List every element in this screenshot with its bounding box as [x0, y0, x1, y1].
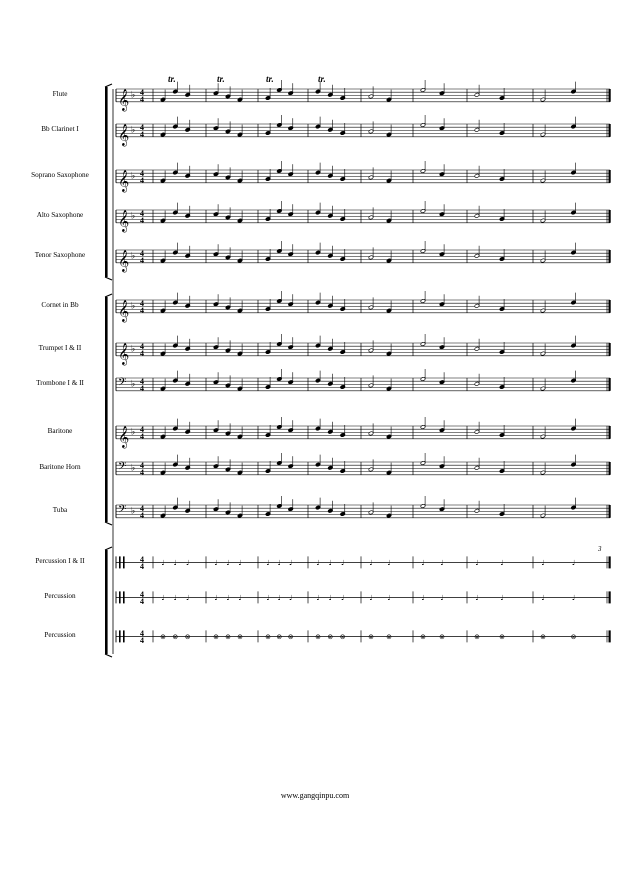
treble-clef: 𝄞 — [118, 88, 130, 111]
time-signature-bottom: 4 — [140, 561, 144, 571]
bass-clef: 𝄢 — [118, 376, 127, 392]
percussion-note: ⊗ — [287, 632, 294, 641]
percussion-note: ⊗ — [315, 632, 321, 641]
staff — [116, 88, 611, 112]
final-barline — [609, 170, 611, 183]
key-flat: ♭ — [131, 171, 136, 182]
percussion-note: ♩ — [316, 558, 320, 567]
final-barline — [609, 300, 611, 313]
percussion-note: ⊗ — [420, 632, 426, 641]
percussion-note: ♩ — [571, 558, 576, 567]
footer-url[interactable]: www.gangqinpu.com — [280, 791, 350, 800]
bracket-hook — [105, 294, 112, 297]
staff — [116, 377, 611, 393]
staff — [116, 342, 611, 366]
staff — [116, 123, 611, 147]
trill-mark: tr. — [266, 74, 274, 84]
final-barline — [609, 378, 611, 391]
percussion-note: ♩ — [161, 593, 165, 602]
bracket-hook — [105, 277, 112, 280]
percussion-note: ♩ — [214, 593, 218, 602]
time-signature-top: 4 — [140, 341, 144, 351]
percussion-note: ♩ — [421, 558, 425, 567]
time-signature-bottom: 4 — [140, 348, 144, 358]
treble-clef: 𝄞 — [118, 169, 130, 192]
percussion-note: ⊗ — [570, 632, 577, 641]
staff — [116, 555, 611, 571]
time-signature-top: 4 — [140, 208, 144, 218]
key-flat: ♭ — [131, 427, 136, 438]
time-signature-bottom: 4 — [140, 596, 144, 606]
percussion-note: ⊗ — [439, 632, 445, 641]
group-bracket — [105, 297, 108, 522]
time-signature-bottom: 4 — [140, 305, 144, 315]
staff — [116, 461, 611, 477]
percussion-note: ⊗ — [172, 632, 179, 641]
percussion-note: ♩ — [541, 558, 545, 567]
percussion-note: ♩ — [328, 558, 332, 567]
time-signature-top: 4 — [140, 628, 144, 638]
percussion-note: ⊗ — [225, 632, 231, 641]
instrument-label: Tuba — [52, 506, 68, 515]
bracket-hook — [105, 84, 112, 87]
treble-clef: 𝄞 — [118, 299, 130, 322]
percussion-note: ⊗ — [213, 632, 219, 641]
percussion-note: ⊗ — [276, 632, 283, 641]
final-barline — [609, 250, 611, 263]
key-flat: ♭ — [131, 90, 136, 101]
final-barline — [609, 210, 611, 223]
instrument-label: Percussion — [44, 592, 76, 601]
instrument-label: Cornet in Bb — [41, 301, 79, 310]
percussion-note: ♩ — [440, 558, 444, 567]
percussion-note: ♩ — [387, 558, 391, 567]
instrument-label: Trumpet I & II — [38, 344, 82, 353]
percussion-note: ♩ — [369, 593, 373, 602]
staff — [116, 504, 611, 520]
staff — [116, 425, 611, 449]
group-bracket — [105, 87, 108, 277]
final-barline — [609, 591, 611, 603]
percussion-note: ♩ — [173, 558, 177, 567]
percussion-note: ⊗ — [540, 632, 546, 641]
percussion-note: ♩ — [571, 593, 576, 602]
tuplet-label: 3 — [598, 545, 602, 553]
percussion-note: ⊗ — [474, 632, 480, 641]
time-signature-bottom: 4 — [140, 215, 144, 225]
percussion-note: ⊗ — [184, 632, 191, 641]
time-signature-bottom: 4 — [140, 510, 144, 520]
percussion-note: ♩ — [173, 593, 177, 602]
bass-clef: 𝄢 — [118, 460, 127, 476]
time-signature-bottom: 4 — [140, 635, 144, 645]
instrument-label: Baritone — [47, 427, 73, 436]
system-brackets — [105, 84, 113, 657]
instrument-label: Baritone Horn — [39, 463, 81, 472]
time-signature-bottom: 4 — [140, 129, 144, 139]
percussion-note: ⊗ — [386, 632, 392, 641]
percussion-note: ⊗ — [339, 632, 346, 641]
percussion-note: ⊗ — [327, 632, 334, 641]
percussion-note: ♩ — [186, 593, 190, 602]
time-signature-bottom: 4 — [140, 383, 144, 393]
percussion-note: ♩ — [387, 593, 391, 602]
percussion-note: ♩ — [500, 558, 504, 567]
treble-clef: 𝄞 — [118, 249, 130, 272]
percussion-clef — [123, 630, 125, 642]
bracket-hook — [105, 547, 112, 550]
time-signature-top: 4 — [140, 554, 144, 564]
percussion-note: ♩ — [266, 558, 270, 567]
trill-mark: tr. — [168, 74, 176, 84]
percussion-clef — [123, 591, 125, 603]
percussion-note: ♩ — [500, 593, 504, 602]
percussion-note: ⊗ — [499, 632, 505, 641]
percussion-note: ♩ — [316, 593, 320, 602]
percussion-note: ♩ — [289, 593, 293, 602]
staff — [116, 169, 611, 193]
time-signature-bottom: 4 — [140, 467, 144, 477]
final-barline — [609, 89, 611, 102]
final-barline — [609, 505, 611, 518]
instrument-label: Percussion — [44, 631, 76, 640]
time-signature-top: 4 — [140, 87, 144, 97]
key-flat: ♭ — [131, 125, 136, 136]
time-signature-top: 4 — [140, 503, 144, 513]
percussion-clef — [119, 591, 121, 603]
key-flat: ♭ — [131, 251, 136, 262]
instrument-label: Alto Saxophone — [36, 211, 84, 220]
percussion-note: ♩ — [289, 558, 293, 567]
percussion-note: ⊗ — [160, 632, 166, 641]
key-flat: ♭ — [131, 211, 136, 222]
staff — [116, 590, 611, 606]
percussion-note: ♩ — [277, 593, 281, 602]
percussion-note: ⊗ — [368, 632, 374, 641]
percussion-note: ♩ — [238, 558, 242, 567]
percussion-note: ♩ — [541, 593, 545, 602]
percussion-clef — [123, 556, 125, 568]
final-barline — [609, 556, 611, 568]
time-signature-top: 4 — [140, 122, 144, 132]
percussion-note: ⊗ — [265, 632, 271, 641]
percussion-note: ♩ — [161, 558, 165, 567]
percussion-note: ♩ — [277, 558, 281, 567]
notes — [160, 80, 576, 641]
time-signature-top: 4 — [140, 168, 144, 178]
treble-clef: 𝄞 — [118, 425, 130, 448]
key-flat: ♭ — [131, 379, 136, 390]
final-barline — [609, 426, 611, 439]
time-signature-bottom: 4 — [140, 431, 144, 441]
key-flat: ♭ — [131, 506, 136, 517]
staves — [116, 88, 611, 645]
trill-mark: tr. — [318, 74, 326, 84]
time-signature-top: 4 — [140, 298, 144, 308]
trill-mark: tr. — [217, 74, 225, 84]
percussion-clef — [119, 556, 121, 568]
treble-clef: 𝄞 — [118, 342, 130, 365]
time-signature-top: 4 — [140, 424, 144, 434]
percussion-note: ♩ — [440, 593, 444, 602]
instrument-label: Soprano Saxophone — [31, 171, 89, 180]
staff — [116, 209, 611, 233]
staff — [116, 249, 611, 273]
treble-clef: 𝄞 — [118, 209, 130, 232]
final-barline — [609, 343, 611, 356]
percussion-clef — [119, 630, 121, 642]
percussion-note: ♩ — [475, 593, 479, 602]
key-flat: ♭ — [131, 301, 136, 312]
percussion-note: ♩ — [341, 558, 345, 567]
percussion-note: ⊗ — [237, 632, 243, 641]
time-signature-top: 4 — [140, 248, 144, 258]
percussion-note: ♩ — [214, 558, 218, 567]
percussion-note: ♩ — [328, 593, 332, 602]
bracket-hook — [105, 522, 112, 525]
key-flat: ♭ — [131, 463, 136, 474]
time-signature-top: 4 — [140, 460, 144, 470]
instrument-label: Flute — [52, 90, 68, 99]
time-signature-bottom: 4 — [140, 255, 144, 265]
instrument-label: Trombone I & II — [36, 379, 84, 388]
percussion-note: ♩ — [226, 558, 230, 567]
trill-marks — [168, 74, 602, 553]
key-flat: ♭ — [131, 344, 136, 355]
final-barline — [609, 462, 611, 475]
final-barline — [609, 630, 611, 642]
percussion-note: ♩ — [266, 593, 270, 602]
instrument-label: Tenor Saxophone — [34, 251, 86, 260]
final-barline — [609, 124, 611, 137]
percussion-note: ♩ — [369, 558, 373, 567]
treble-clef: 𝄞 — [118, 123, 130, 146]
bracket-hook — [105, 654, 112, 657]
instrument-label: Percussion I & II — [35, 557, 85, 566]
percussion-note: ♩ — [475, 558, 479, 567]
bass-clef: 𝄢 — [118, 503, 127, 519]
time-signature-bottom: 4 — [140, 94, 144, 104]
time-signature-top: 4 — [140, 589, 144, 599]
percussion-note: ♩ — [341, 593, 345, 602]
percussion-note: ♩ — [186, 558, 190, 567]
percussion-note: ♩ — [226, 593, 230, 602]
percussion-note: ♩ — [421, 593, 425, 602]
instrument-label: Bb Clarinet I — [41, 125, 79, 134]
percussion-note: ♩ — [238, 593, 242, 602]
time-signature-top: 4 — [140, 376, 144, 386]
staff — [116, 299, 611, 323]
time-signature-bottom: 4 — [140, 175, 144, 185]
